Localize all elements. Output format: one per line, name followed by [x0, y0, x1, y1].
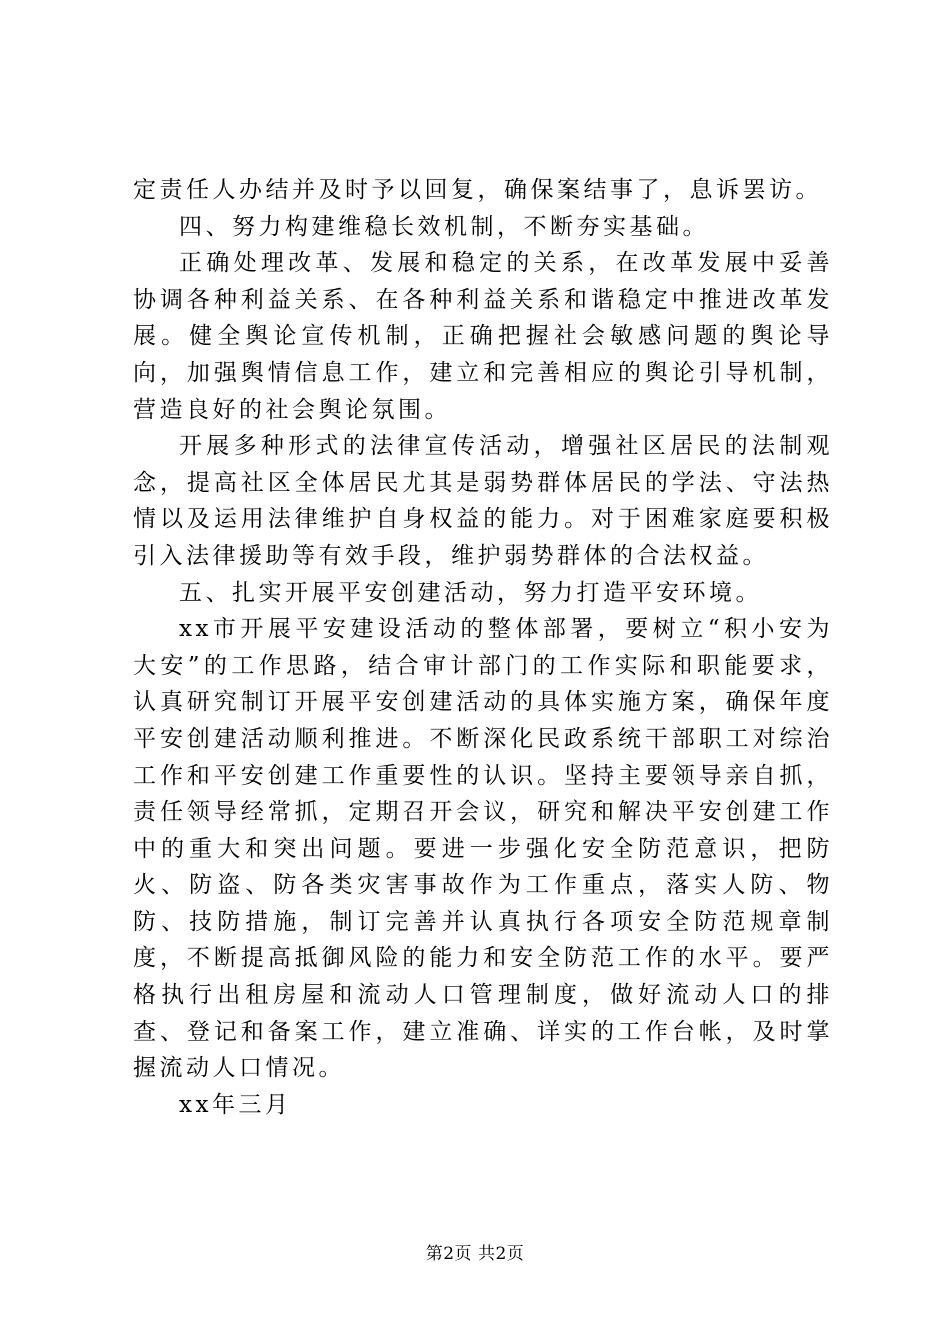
paragraph-4: 开展多种形式的法律宣传活动，增强社区居民的法制观念，提高社区全体居民尤其是弱势群体居民的学法、守法热情以及运用法律维护自身权益的能力。对于困难家庭要积极引入法律援助等有效手段，维护弱势群体的合法权益。: [133, 433, 833, 569]
page-footer: [0, 1243, 950, 1265]
paragraph-1: 定责任人办结并及时予以回复，确保案结事了，息诉罢访。: [133, 177, 822, 203]
section-heading-5: 五、扎实开展平安创建活动，努力打造平安环境。: [179, 579, 762, 606]
paragraph-3: 正确处理改革、发展和稳定的关系，在改革发展中妥善协调各种利益关系、在各种利益关系和谐稳定中推进改革发展。健全舆论宣传机制，正确把握社会敏感问题的舆论导向，加强舆情信息工作，建立和完善相应的舆论引导机制，营造良好的社会舆论氛围。: [133, 250, 833, 423]
section-heading-4: 四、努力构建维稳长效机制，不断夯实基础。: [179, 213, 709, 240]
page-number-label: 第2页 共2页: [425, 1244, 525, 1264]
document-body: [133, 172, 833, 1123]
date-line: xx年三月: [179, 1091, 292, 1118]
paragraph-6: xx市开展平安建设活动的整体部署，要树立“积小安为大安”的工作思路，结合审计部门的工作实际和职能要求，认真研究制订开展平安创建活动的具体实施方案，确保年度平安创建活动顺利推进。不断深化民政系统干部职工对综治工作和平安创建工作重要性的认识。坚持主要领导亲自抓，责任领导经常抓，定期召开会议，研究和解决平安创建工作中的重大和突出问题。要进一步强化安全防范意识，把防火、防盗、防各类灾害事故作为工作重点，落实人防、物防、技防措施，制订完善并认真执行各项安全防范规章制度，不断提高抵御风险的能力和安全防范工作的水平。要严格执行出租房屋和流动人口管理制度，做好流动人口的排查、登记和备案工作，建立准确、详实的工作台帐，及时掌握流动人口情况。: [133, 616, 833, 1082]
